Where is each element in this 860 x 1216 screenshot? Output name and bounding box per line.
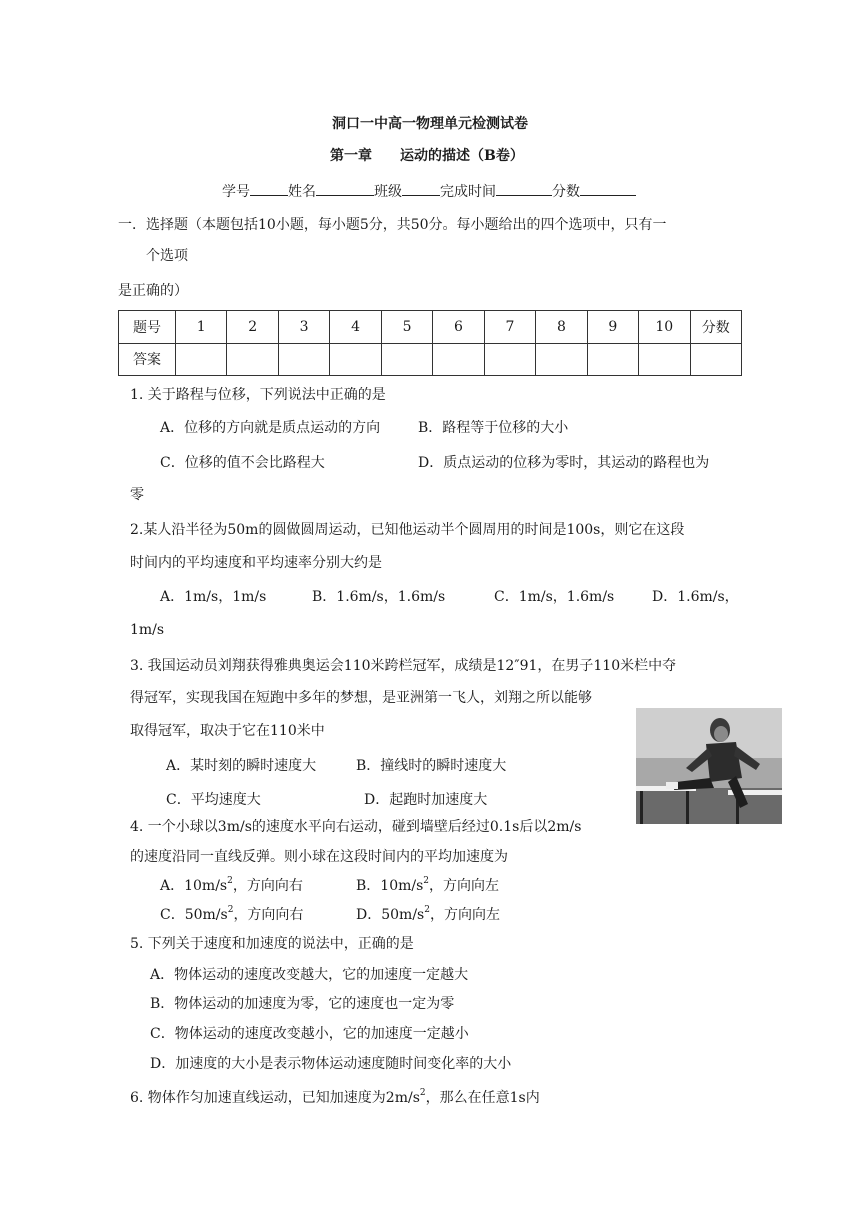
q4-option-a-value: A．10m/s	[160, 878, 228, 894]
q3-stem-line2: 得冠军，实现我国在短跑中多年的梦想，是亚洲第一飞人，刘翔之所以能够	[130, 690, 592, 706]
q4-option-d-direction: ，方向向左	[429, 907, 500, 923]
q1-option-a: A．位移的方向就是质点运动的方向	[160, 420, 381, 436]
q2-stem-line2: 时间内的平均速度和平均速率分别大约是	[130, 555, 382, 571]
q3-stem-line1: 3. 我国运动员刘翔获得雅典奥运会110米跨栏冠军，成绩是12″91，在男子110米栏中夺	[130, 658, 677, 674]
table-header-cell: 分数	[690, 311, 741, 344]
chapter-title: 第一章 运动的描述（B卷）	[330, 148, 524, 164]
table-header-cell: 4	[330, 311, 381, 344]
table-header-cell: 1	[176, 311, 227, 344]
table-header-cell: 题号	[119, 311, 176, 344]
q2-option-c: C．1m/s，1.6m/s	[494, 589, 615, 605]
q4-option-a-direction: ，方向向右	[232, 878, 303, 894]
section-intro-line3: 是正确的）	[118, 283, 188, 299]
q5-option-a: A．物体运动的速度改变越大，它的加速度一定越大	[150, 967, 469, 983]
answer-cell[interactable]	[639, 343, 690, 376]
q3-option-b: B．撞线时的瞬时速度大	[356, 758, 507, 774]
q3-option-d: D．起跑时加速度大	[364, 792, 488, 808]
table-header-cell: 7	[484, 311, 535, 344]
q5-option-b: B．物体运动的加速度为零，它的速度也一定为零	[150, 996, 455, 1012]
q6-stem-start: 6. 物体作匀加速直线运动，已知加速度为2m/s	[130, 1090, 420, 1106]
q4-option-b	[356, 877, 499, 895]
class-label: 班级	[374, 184, 402, 200]
answer-cell[interactable]	[381, 343, 432, 376]
answer-cell[interactable]	[176, 343, 227, 376]
time-label: 完成时间	[440, 184, 496, 200]
q4-option-d-value: D．50m/s	[356, 907, 425, 923]
score-cell[interactable]	[690, 343, 741, 376]
name-label: 姓名	[288, 184, 316, 200]
q2-option-b: B．1.6m/s，1.6m/s	[312, 589, 446, 605]
q5-option-d: D．加速度的大小是表示物体运动速度随时间变化率的大小	[150, 1056, 512, 1072]
q4-option-c-value: C．50m/s	[160, 907, 228, 923]
q3-option-a: A．某时刻的瞬时速度大	[166, 758, 317, 774]
answer-table	[118, 310, 742, 376]
class-blank[interactable]	[402, 181, 440, 196]
table-header-cell: 8	[536, 311, 587, 344]
answer-cell[interactable]	[330, 343, 381, 376]
q4-option-c-exponent: 2	[227, 905, 234, 915]
student-id-label: 学号	[222, 184, 250, 200]
q4-option-a	[160, 877, 303, 895]
answer-cell[interactable]	[433, 343, 484, 376]
q3-option-c: C．平均速度大	[166, 792, 261, 808]
q2-option-a: A．1m/s，1m/s	[160, 589, 267, 605]
table-header-cell: 6	[433, 311, 484, 344]
q2-stem-line1: 2.某人沿半径为50m的圆做圆周运动，已知他运动半个圆周用的时间是100s，则它在这段	[130, 522, 685, 538]
q4-option-b-direction: ，方向向左	[429, 878, 500, 894]
answer-cell[interactable]	[227, 343, 278, 376]
q4-option-a-exponent: 2	[227, 876, 233, 886]
q2-option-d-cont: 1m/s	[130, 622, 165, 638]
q6-stem-end: ，那么在任意1s内	[425, 1090, 540, 1106]
q4-stem-line1: 4. 一个小球以3m/s的速度水平向右运动，碰到墙壁后经过0.1s后以2m/s	[130, 819, 582, 835]
q2-option-d: D．1.6m/s，	[652, 589, 739, 605]
score-label: 分数	[552, 184, 580, 200]
exam-title: 洞口一中高一物理单元检测试卷	[332, 116, 528, 132]
q4-stem-line2: 的速度沿同一直线反弹。则小球在这段时间内的平均加速度为	[130, 849, 508, 865]
score-blank[interactable]	[580, 181, 636, 196]
table-row	[119, 311, 742, 344]
section-intro-line2: 个选项	[146, 248, 188, 264]
time-blank[interactable]	[496, 181, 552, 196]
answer-cell[interactable]	[587, 343, 638, 376]
q5-option-c: C．物体运动的速度改变越小，它的加速度一定越小	[150, 1026, 469, 1042]
answer-cell[interactable]	[278, 343, 329, 376]
section-intro-line1: 一．选择题（本题包括10小题，每小题5分，共50分。每小题给出的四个选项中，只有一	[118, 217, 667, 233]
q5-stem: 5. 下列关于速度和加速度的说法中，正确的是	[130, 936, 414, 952]
q4-option-c	[160, 906, 303, 924]
q4-option-d-exponent: 2	[424, 905, 430, 915]
q1-option-c: C．位移的值不会比路程大	[160, 455, 325, 471]
table-header-cell: 5	[381, 311, 432, 344]
q6-exponent: 2	[419, 1088, 426, 1098]
hurdler-illustration	[636, 708, 782, 824]
q1-option-d-cont: 零	[130, 487, 144, 503]
hurdler-photo	[636, 708, 782, 824]
q1-stem: 1. 关于路程与位移，下列说法中正确的是	[130, 387, 386, 403]
answer-cell[interactable]	[536, 343, 587, 376]
q1-option-b: B．路程等于位移的大小	[418, 420, 569, 436]
answer-row-label: 答案	[119, 343, 176, 376]
q6-stem	[130, 1089, 540, 1107]
q4-option-b-exponent: 2	[423, 876, 430, 886]
table-header-cell: 3	[278, 311, 329, 344]
q4-option-b-value: B．10m/s	[356, 878, 424, 894]
table-header-cell: 10	[639, 311, 690, 344]
table-header-cell: 9	[587, 311, 638, 344]
q4-option-c-direction: ，方向向右	[233, 907, 304, 923]
student-info-line	[222, 181, 636, 201]
q4-option-d	[356, 906, 500, 924]
name-blank[interactable]	[316, 181, 374, 196]
table-header-cell: 2	[227, 311, 278, 344]
q3-stem-line3: 取得冠军，取决于它在110米中	[130, 723, 325, 739]
answer-cell[interactable]	[484, 343, 535, 376]
table-row	[119, 343, 742, 376]
student-id-blank[interactable]	[250, 181, 288, 196]
q1-option-d: D．质点运动的位移为零时，其运动的路程也为	[418, 455, 710, 471]
